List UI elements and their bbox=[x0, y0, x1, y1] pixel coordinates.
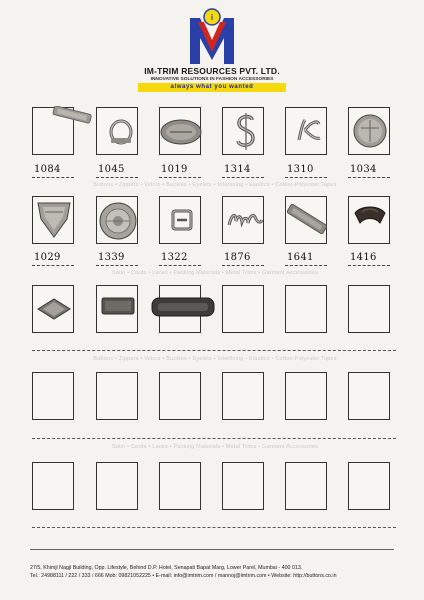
product-cell bbox=[348, 196, 390, 244]
product-row-5 bbox=[32, 462, 397, 510]
product-cell bbox=[348, 462, 390, 510]
code-underline bbox=[159, 265, 201, 266]
product-cell bbox=[96, 196, 138, 244]
product-cell bbox=[159, 107, 201, 155]
code-underline bbox=[222, 177, 264, 178]
product-cell bbox=[32, 285, 74, 333]
code-underline bbox=[159, 177, 201, 178]
product-cell bbox=[222, 372, 264, 420]
angled-metal-bar-icon bbox=[284, 201, 330, 237]
product-cell bbox=[159, 285, 201, 333]
product-code: 1034 bbox=[350, 164, 377, 175]
code-underline bbox=[32, 265, 74, 266]
code-underline bbox=[32, 527, 396, 528]
product-code: 1339 bbox=[98, 252, 125, 263]
code-underline bbox=[32, 177, 74, 178]
product-cell bbox=[348, 372, 390, 420]
product-cell bbox=[32, 372, 74, 420]
round-emblem-badge-icon bbox=[98, 199, 138, 243]
product-cell bbox=[32, 196, 74, 244]
product-code: 1045 bbox=[98, 164, 125, 175]
product-cell bbox=[222, 285, 264, 333]
product-code: 1314 bbox=[224, 164, 251, 175]
product-cell bbox=[32, 107, 74, 155]
company-motto: always what you wanted bbox=[138, 83, 286, 92]
product-cell bbox=[96, 462, 138, 510]
code-underline bbox=[285, 177, 327, 178]
product-cell bbox=[96, 285, 138, 333]
code-underline bbox=[348, 265, 390, 266]
code-underline bbox=[32, 438, 396, 439]
watermark-product-list: Satin • Cords • Laces • Packing Materials • Metal Trims • Garment Accessories bbox=[111, 444, 319, 450]
rect-rubber-patch-icon bbox=[100, 296, 136, 318]
product-code: 1322 bbox=[161, 252, 188, 263]
dollar-sign-trim-icon bbox=[233, 112, 259, 152]
product-code: 1084 bbox=[34, 164, 61, 175]
round-metal-button-icon bbox=[351, 112, 389, 150]
product-code: 1310 bbox=[287, 164, 314, 175]
watermark-product-list: Satin • Cords • Laces • Packing Materials • Metal Trims • Garment Accessories bbox=[111, 270, 319, 276]
product-row-3 bbox=[32, 285, 397, 333]
product-row-2 bbox=[32, 196, 397, 244]
code-underline bbox=[285, 265, 327, 266]
code-underline bbox=[96, 265, 138, 266]
im-logo-icon bbox=[188, 8, 236, 66]
product-cell bbox=[285, 196, 327, 244]
product-cell bbox=[96, 107, 138, 155]
oval-metal-badge-icon bbox=[158, 118, 204, 146]
code-underline bbox=[348, 177, 390, 178]
product-code: 1019 bbox=[161, 164, 188, 175]
company-tagline: INNOVATIVE SOLUTIONS IN FASHION ACCESSORIES bbox=[150, 77, 274, 82]
code-underline bbox=[96, 177, 138, 178]
watermark-product-list: Buttons • Zippers • Velcro • Buckles • Eyelets • Interlining • Elastics • Cotton-Polyester Tapes bbox=[93, 356, 337, 362]
product-row-4 bbox=[32, 372, 397, 420]
footer-address: 27/5, Khimji Nagji Building, Opp. Lifestyle, Behind D.P. Hotel, Senapati Bapat Marg, Lower Parel, Mumbai - 400 013. bbox=[30, 565, 303, 571]
product-cell bbox=[285, 285, 327, 333]
product-cell bbox=[222, 196, 264, 244]
square-metal-buckle-icon bbox=[171, 209, 193, 231]
shield-metal-plate-icon bbox=[35, 199, 73, 241]
product-cell bbox=[159, 462, 201, 510]
product-row-1 bbox=[32, 107, 397, 155]
product-cell bbox=[32, 462, 74, 510]
metal-ring-clip-icon bbox=[103, 112, 135, 146]
product-cell bbox=[348, 107, 390, 155]
dark-curved-trim-icon bbox=[353, 203, 387, 229]
watermark-product-list: Buttons • Zippers • Velcro • Buckles • Eyelets • Interlining • Elastics • Cotton-Polyester Tapes bbox=[93, 182, 337, 188]
product-cell bbox=[285, 107, 327, 155]
code-underline bbox=[32, 350, 396, 351]
product-cell bbox=[222, 462, 264, 510]
script-logo-trim-icon bbox=[226, 209, 264, 231]
product-cell bbox=[222, 107, 264, 155]
product-cell bbox=[159, 372, 201, 420]
diamond-metal-plate-icon bbox=[36, 296, 72, 322]
product-cell bbox=[285, 372, 327, 420]
product-cell bbox=[159, 196, 201, 244]
script-k-letter-trim-icon bbox=[293, 116, 323, 144]
long-rubber-patch-icon bbox=[150, 294, 216, 320]
product-cell bbox=[285, 462, 327, 510]
product-code: 1876 bbox=[224, 252, 251, 263]
company-name: IM-TRIM RESOURCES PVT. LTD. bbox=[144, 66, 280, 76]
code-underline bbox=[222, 265, 264, 266]
svg-text:i: i bbox=[210, 13, 214, 22]
product-code: 1029 bbox=[34, 252, 61, 263]
product-code: 1416 bbox=[350, 252, 377, 263]
footer-contact: Tel.: 24988111 / 222 / 333 / 666 Mob: 09821052225 • E-mail: info@imtrim.com / mannoj@imtrim.com • Website: http://buttons.co.in bbox=[30, 573, 337, 579]
footer-divider bbox=[30, 549, 394, 550]
product-cell bbox=[96, 372, 138, 420]
company-logo bbox=[188, 8, 236, 66]
product-code: 1641 bbox=[287, 252, 314, 263]
product-cell bbox=[348, 285, 390, 333]
metal-tag-bar-icon bbox=[51, 106, 93, 124]
